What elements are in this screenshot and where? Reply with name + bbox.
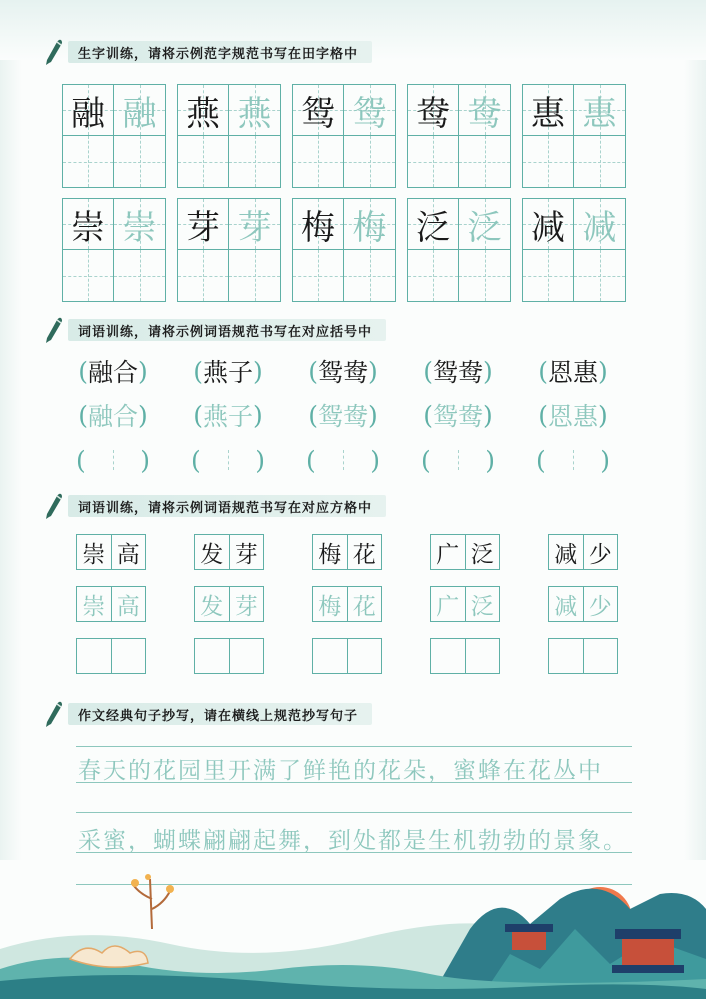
open-bracket: ( (536, 445, 546, 475)
trace-char: 泛 (467, 207, 502, 248)
close-bracket: ) (368, 400, 378, 430)
trace-char: 芽 (237, 207, 272, 248)
box-word-example (430, 534, 500, 570)
close-bracket: ) (370, 445, 380, 475)
trace-char: 融 (122, 93, 157, 134)
center-guide (573, 450, 574, 470)
open-bracket: ( (193, 356, 203, 386)
blank-square[interactable] (178, 250, 229, 301)
tianzige-cell (407, 198, 511, 302)
practice-square (459, 85, 510, 136)
close-bracket: ) (253, 356, 263, 386)
word-trace-text: 恩惠 (547, 402, 598, 431)
tianzige-cell (407, 84, 511, 188)
close-bracket: ) (140, 445, 150, 475)
word-example-row (76, 353, 610, 389)
box-half[interactable] (195, 639, 230, 673)
open-bracket: ( (193, 400, 203, 430)
word-trace (536, 397, 610, 433)
tianzige-cell (292, 198, 396, 302)
blank-square[interactable] (229, 136, 280, 187)
example-char: 芽 (186, 207, 220, 248)
section-3-header (40, 492, 386, 520)
word-text: 融合 (87, 358, 138, 387)
practice-square (63, 85, 114, 136)
practice-square (344, 85, 395, 136)
box-half[interactable] (313, 639, 348, 673)
practice-square (523, 85, 574, 136)
tianzige-cell (177, 84, 281, 188)
open-bracket: ( (306, 445, 316, 475)
word-blank[interactable] (306, 442, 380, 478)
box-half: 少 (588, 541, 612, 568)
landscape-illustration (0, 869, 706, 999)
word-trace-text: 燕子 (202, 402, 253, 431)
char-practice-row-2 (62, 198, 626, 302)
word-example (536, 353, 610, 389)
example-char: 梅 (301, 207, 335, 248)
left-decoration (0, 60, 22, 860)
section-4-title: 作文经典句子抄写，请在横线上规范抄写句子 (68, 703, 372, 725)
box-half: 减 (549, 587, 584, 621)
box-half: 高 (116, 541, 140, 568)
box-word-example (194, 534, 264, 570)
tianzige-cell (62, 84, 166, 188)
blank-square[interactable] (574, 250, 625, 301)
practice-square (408, 85, 459, 136)
example-char: 融 (71, 93, 105, 134)
box-half: 发 (195, 587, 230, 621)
word-trace-row (76, 397, 610, 433)
close-bracket: ) (138, 356, 148, 386)
example-char: 崇 (71, 207, 105, 248)
blank-square[interactable] (459, 136, 510, 187)
practice-square (178, 85, 229, 136)
word-example (421, 353, 495, 389)
close-bracket: ) (598, 400, 608, 430)
practice-square (408, 199, 459, 250)
practice-square (229, 199, 280, 250)
word-text: 鸳鸯 (432, 358, 483, 387)
word-trace-text: 鸳鸯 (317, 402, 368, 431)
blank-square[interactable] (574, 136, 625, 187)
word-trace (191, 397, 265, 433)
box-half[interactable] (230, 639, 264, 673)
box-half: 泛 (470, 593, 494, 620)
box-word-trace (312, 586, 382, 622)
writing-line (76, 782, 632, 783)
word-text: 燕子 (202, 358, 253, 387)
box-half[interactable] (348, 639, 382, 673)
blank-square[interactable] (523, 136, 574, 187)
box-half: 崇 (77, 587, 112, 621)
section-1-title: 生字训练，请将示例范字规范书写在田字格中 (68, 41, 372, 63)
word-trace-text: 鸳鸯 (432, 402, 483, 431)
blank-square[interactable] (63, 136, 114, 187)
box-half[interactable] (431, 639, 466, 673)
box-word-trace (548, 586, 618, 622)
pavilion-body (512, 932, 546, 950)
pavilion-roof (615, 929, 681, 939)
blank-square[interactable] (293, 250, 344, 301)
section-2-header (40, 316, 386, 344)
blank-square[interactable] (114, 136, 165, 187)
box-word-blank[interactable] (312, 638, 382, 674)
close-bracket: ) (600, 445, 610, 475)
example-char: 减 (531, 207, 565, 248)
open-bracket: ( (538, 356, 548, 386)
box-half: 梅 (313, 587, 348, 621)
trace-char: 鸯 (467, 93, 502, 134)
center-guide (113, 450, 114, 470)
blank-square[interactable] (459, 250, 510, 301)
box-half: 发 (195, 535, 230, 569)
word-blank[interactable] (536, 442, 610, 478)
box-half[interactable] (584, 639, 618, 673)
practice-square (114, 199, 165, 250)
word-trace (306, 397, 380, 433)
close-bracket: ) (368, 356, 378, 386)
pavilion-roof (612, 965, 684, 973)
open-bracket: ( (78, 400, 88, 430)
practice-square (293, 85, 344, 136)
center-guide (458, 450, 459, 470)
blank-square[interactable] (229, 250, 280, 301)
blank-square[interactable] (114, 250, 165, 301)
open-bracket: ( (308, 400, 318, 430)
box-word-blank[interactable] (76, 638, 146, 674)
word-trace (76, 397, 150, 433)
open-bracket: ( (308, 356, 318, 386)
pen-icon (40, 700, 66, 728)
sentence-2: 采蜜，蝴蝶翩翩起舞，到处都是生机勃勃的景象。 (78, 828, 628, 854)
box-word-trace (194, 586, 264, 622)
tianzige-cell (292, 84, 396, 188)
center-guide (343, 450, 344, 470)
blank-square[interactable] (344, 250, 395, 301)
char-practice-row-1 (62, 84, 626, 188)
box-word-trace (76, 586, 146, 622)
writing-line (76, 812, 632, 813)
box-word-example (548, 534, 618, 570)
box-word-trace-row (76, 586, 618, 622)
word-example (191, 353, 265, 389)
blank-square[interactable] (344, 136, 395, 187)
box-half: 花 (352, 593, 376, 620)
close-bracket: ) (483, 400, 493, 430)
blank-square[interactable] (523, 250, 574, 301)
trace-char: 崇 (122, 207, 157, 248)
tianzige-cell (177, 198, 281, 302)
section-3-title: 词语训练，请将示例词语规范书写在对应方格中 (68, 495, 386, 517)
section-4-header (40, 700, 372, 728)
practice-square (523, 199, 574, 250)
box-half: 高 (116, 593, 140, 620)
practice-square (114, 85, 165, 136)
box-half[interactable] (77, 639, 112, 673)
box-half: 泛 (470, 541, 494, 568)
box-half: 少 (588, 593, 612, 620)
word-example (76, 353, 150, 389)
tianzige-cell (62, 198, 166, 302)
box-half: 崇 (77, 535, 112, 569)
close-bracket: ) (483, 356, 493, 386)
trace-char: 鸳 (352, 93, 387, 134)
word-blank[interactable] (76, 442, 150, 478)
right-decoration (684, 60, 706, 860)
box-half[interactable] (112, 639, 146, 673)
blank-square[interactable] (178, 136, 229, 187)
practice-square (63, 199, 114, 250)
box-word-blank[interactable] (194, 638, 264, 674)
trace-char: 惠 (582, 93, 617, 134)
center-guide (228, 450, 229, 470)
close-bracket: ) (138, 400, 148, 430)
practice-square (574, 199, 625, 250)
box-half: 梅 (313, 535, 348, 569)
practice-square (574, 85, 625, 136)
pavilion-body (622, 939, 674, 965)
box-half: 广 (431, 535, 466, 569)
box-half: 芽 (234, 593, 258, 620)
box-half: 广 (431, 587, 466, 621)
word-blank[interactable] (191, 442, 265, 478)
writing-line (76, 852, 632, 853)
open-bracket: ( (76, 445, 86, 475)
box-half: 花 (352, 541, 376, 568)
example-char: 惠 (531, 93, 565, 134)
box-half[interactable] (549, 639, 584, 673)
pen-icon (40, 316, 66, 344)
box-word-trace (430, 586, 500, 622)
close-bracket: ) (253, 400, 263, 430)
open-bracket: ( (421, 445, 431, 475)
pen-icon (40, 38, 66, 66)
box-word-example-row (76, 534, 618, 570)
word-trace-text: 融合 (87, 402, 138, 431)
practice-square (344, 199, 395, 250)
pen-icon (40, 492, 66, 520)
practice-square (178, 199, 229, 250)
blank-square[interactable] (63, 250, 114, 301)
open-bracket: ( (191, 445, 201, 475)
example-char: 鸳 (301, 93, 335, 134)
section-1-header (40, 38, 372, 66)
tianzige-cell (522, 198, 626, 302)
word-trace (421, 397, 495, 433)
word-text: 鸳鸯 (317, 358, 368, 387)
section-2-title: 词语训练，请将示例词语规范书写在对应括号中 (68, 319, 386, 341)
example-char: 泛 (416, 207, 450, 248)
word-blank[interactable] (421, 442, 495, 478)
box-word-example (76, 534, 146, 570)
box-word-blank[interactable] (430, 638, 500, 674)
open-bracket: ( (423, 400, 433, 430)
close-bracket: ) (255, 445, 265, 475)
practice-square (293, 199, 344, 250)
practice-square (229, 85, 280, 136)
writing-line (76, 746, 632, 747)
box-word-blank-row (76, 638, 618, 674)
close-bracket: ) (598, 356, 608, 386)
close-bracket: ) (485, 445, 495, 475)
open-bracket: ( (423, 356, 433, 386)
pavilion-roof (505, 924, 553, 932)
open-bracket: ( (538, 400, 548, 430)
practice-square (459, 199, 510, 250)
word-text: 恩惠 (547, 358, 598, 387)
sentence-1: 春天的花园里开满了鲜艳的花朵，蜜蜂在花丛中 (78, 758, 603, 784)
trace-char: 燕 (237, 93, 272, 134)
tianzige-cell (522, 84, 626, 188)
word-example (306, 353, 380, 389)
open-bracket: ( (78, 356, 88, 386)
box-half[interactable] (466, 639, 500, 673)
box-half: 减 (549, 535, 584, 569)
box-half: 芽 (234, 541, 258, 568)
blank-square[interactable] (293, 136, 344, 187)
tree-branch (132, 879, 170, 929)
trace-char: 减 (582, 207, 617, 248)
blank-square[interactable] (408, 136, 459, 187)
word-blank-row (76, 442, 610, 478)
box-word-blank[interactable] (548, 638, 618, 674)
box-word-example (312, 534, 382, 570)
trace-char: 梅 (352, 207, 387, 248)
blank-square[interactable] (408, 250, 459, 301)
example-char: 鸯 (416, 93, 450, 134)
example-char: 燕 (186, 93, 220, 134)
